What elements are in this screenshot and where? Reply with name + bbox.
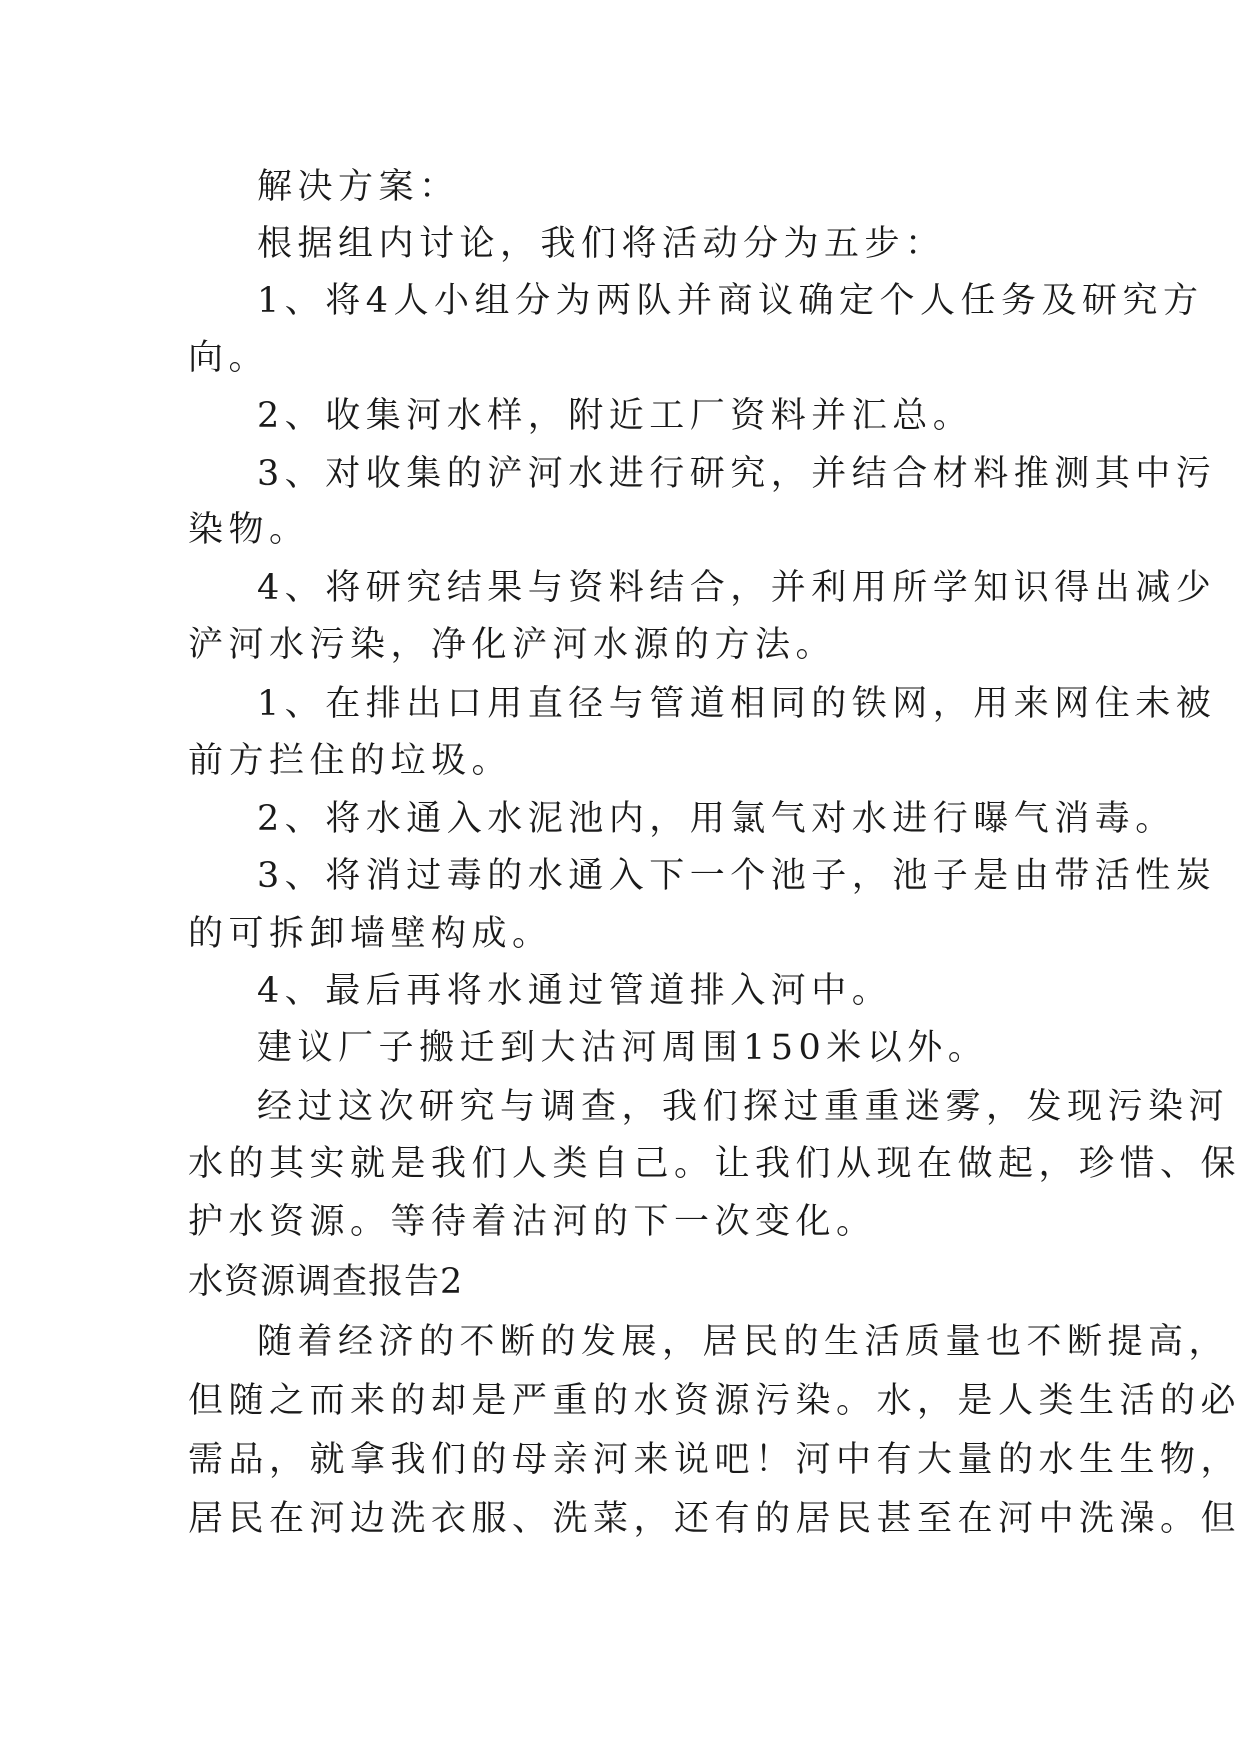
text-line: 建议厂子搬迁到大沽河周围150米以外。 (257, 1028, 989, 1068)
text-line: 需品，就拿我们的母亲河来说吧！河中有大量的水生生物， (188, 1440, 1241, 1480)
text-line: 根据组内讨论，我们将活动分为五步： (257, 224, 946, 264)
text-line: 但随之而来的却是严重的水资源污染。水，是人类生活的必 (188, 1381, 1241, 1421)
text-line: 前方拦住的垃圾。 (188, 741, 513, 781)
text-line: 3、对收集的浐河水进行研究，并结合材料推测其中污 (257, 454, 1217, 494)
text-line: 随着经济的不断的发展，居民的生活质量也不断提高， (257, 1322, 1230, 1362)
text-line: 染物。 (188, 510, 310, 550)
text-line: 1、在排出口用直径与管道相同的铁网，用来网住未被 (257, 684, 1217, 724)
text-line: 2、收集河水样，附近工厂资料并汇总。 (257, 396, 974, 436)
text-line: 浐河水污染，净化浐河水源的方法。 (188, 625, 837, 665)
text-line: 4、将研究结果与资料结合，并利用所学知识得出减少 (257, 568, 1217, 608)
section-heading: 水资源调查报告2 (188, 1262, 464, 1302)
text-line: 经过这次研究与调查，我们探过重重迷雾，发现污染河 (257, 1087, 1230, 1127)
text-line: 解决方案： (257, 167, 460, 207)
text-line: 2、将水通入水泥池内，用氯气对水进行曝气消毒。 (257, 799, 1176, 839)
text-line: 1、将4人小组分为两队并商议确定个人任务及研究方 (257, 281, 1204, 321)
text-line: 3、将消过毒的水通入下一个池子，池子是由带活性炭 (257, 856, 1217, 896)
text-line: 护水资源。等待着沽河的下一次变化。 (188, 1202, 877, 1242)
text-line: 居民在河边洗衣服、洗菜，还有的居民甚至在河中洗澡。但 (188, 1499, 1241, 1539)
text-line: 水的其实就是我们人类自己。让我们从现在做起，珍惜、保 (188, 1144, 1241, 1184)
text-line: 向。 (188, 338, 270, 378)
text-line: 4、最后再将水通过管道排入河中。 (257, 971, 893, 1011)
text-line: 的可拆卸墙壁构成。 (188, 914, 553, 954)
